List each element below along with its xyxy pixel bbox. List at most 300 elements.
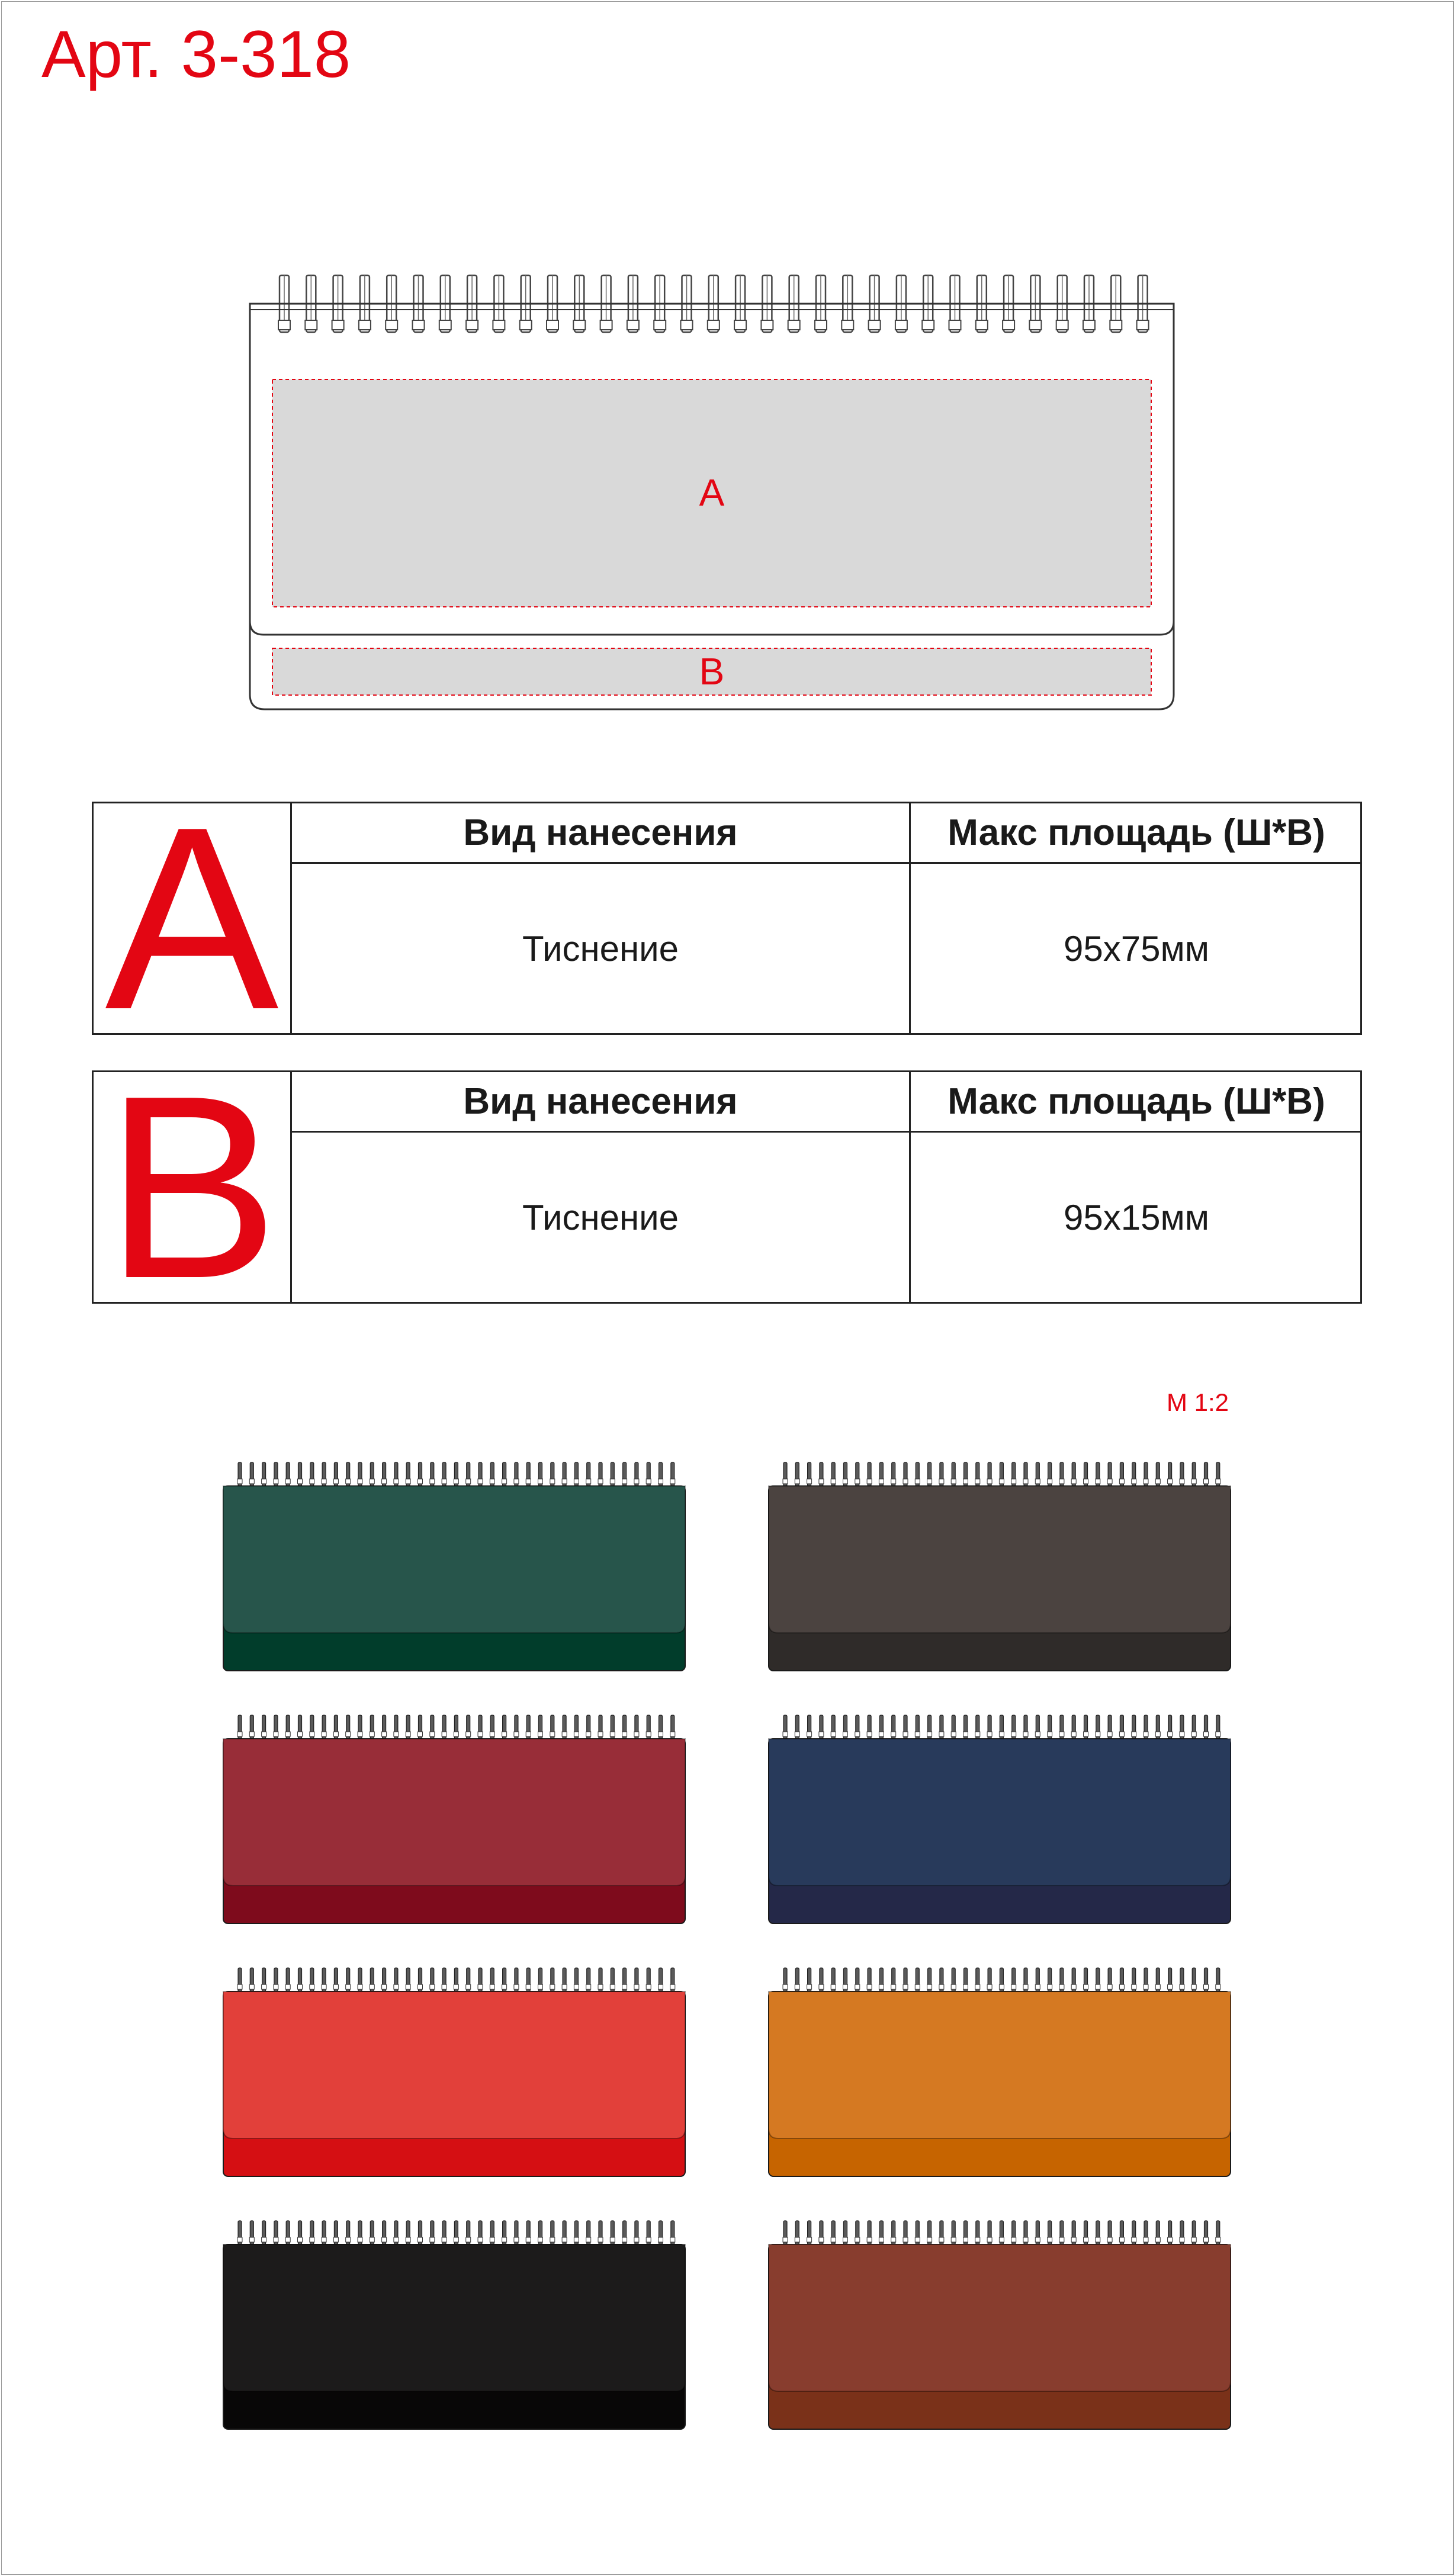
- coil-hole: [502, 2237, 507, 2242]
- coil-hole: [502, 1985, 507, 1989]
- coil-hole: [659, 1985, 663, 1989]
- coil-hole: [442, 1479, 447, 1484]
- coil-hole: [382, 1732, 387, 1736]
- coil-hole: [634, 1985, 639, 1989]
- swatch-navy: [769, 1715, 1231, 1924]
- coil-hole: [795, 2237, 799, 2242]
- coil-hole: [807, 1479, 812, 1484]
- coil-hole: [1180, 1479, 1184, 1484]
- coil-hole: [490, 1732, 494, 1736]
- area-header: Макс площадь (Ш*В): [911, 1072, 1362, 1133]
- coil-hole: [1023, 1732, 1028, 1736]
- spec-table-b: [92, 1042, 1362, 1333]
- coil-hole: [783, 1732, 788, 1736]
- coil-hole: [562, 1479, 567, 1484]
- coil-hole: [819, 2237, 824, 2242]
- coil-hole: [1096, 1985, 1100, 1989]
- coil-hole: [490, 1479, 494, 1484]
- coil-hole: [406, 2237, 410, 2242]
- coil-hole: [237, 1985, 242, 1989]
- coil-hole: [951, 1732, 956, 1736]
- coil-hole: [333, 1479, 338, 1484]
- coil-hole: [634, 1479, 639, 1484]
- coil-hole: [478, 2237, 483, 2242]
- coil-hole: [807, 2237, 812, 2242]
- coil-hole: [963, 1732, 968, 1736]
- coil-hole: [274, 1985, 278, 1989]
- coil-hole: [1119, 1732, 1124, 1736]
- coil-hole: [999, 2237, 1004, 2242]
- coil-hole: [430, 1732, 435, 1736]
- coil-hole: [550, 1732, 555, 1736]
- coil-hole: [574, 1732, 579, 1736]
- coil-hole: [1084, 1479, 1088, 1484]
- coil-hole: [1096, 1732, 1100, 1736]
- coil-hole: [249, 1479, 254, 1484]
- coil-hole: [795, 1985, 799, 1989]
- area-value: [911, 1133, 1362, 1302]
- coil-hole: [891, 1985, 896, 1989]
- coil-hole: [526, 1732, 531, 1736]
- coil-hole: [285, 1985, 290, 1989]
- coil-hole: [1180, 2237, 1184, 2242]
- coil-hole: [1107, 1732, 1112, 1736]
- coil-hole: [418, 2237, 423, 2242]
- coil-hole: [915, 1985, 920, 1989]
- coil-hole: [346, 2237, 351, 2242]
- coil-hole: [903, 1479, 908, 1484]
- coil-hole: [1168, 2237, 1173, 2242]
- coil-hole: [1096, 2237, 1100, 2242]
- coil-hole: [285, 1732, 290, 1736]
- coil-hole: [274, 2237, 278, 2242]
- coil-hole: [1144, 1985, 1148, 1989]
- area-value: [911, 864, 1362, 1033]
- coil-hole: [1023, 1479, 1028, 1484]
- coil-hole: [795, 1479, 799, 1484]
- coil-hole: [903, 1732, 908, 1736]
- coil-hole: [550, 1985, 555, 1989]
- coil-hole: [891, 1732, 896, 1736]
- coil-hole: [670, 2237, 675, 2242]
- coil-hole: [927, 1732, 932, 1736]
- coil-hole: [370, 1985, 374, 1989]
- coil-hole: [538, 2237, 543, 2242]
- coil-hole: [418, 1985, 423, 1989]
- coil-hole: [382, 2237, 387, 2242]
- coil-hole: [1107, 2237, 1112, 2242]
- coil-hole: [406, 1479, 410, 1484]
- area-header: Макс площадь (Ш*В): [911, 803, 1362, 864]
- coil-hole: [831, 1732, 836, 1736]
- coil-hole: [1180, 1985, 1184, 1989]
- coil-hole: [783, 1985, 788, 1989]
- coil-hole: [310, 1732, 314, 1736]
- coil-hole: [322, 1732, 326, 1736]
- coil-hole: [586, 2237, 591, 2242]
- coil-hole: [1204, 1479, 1209, 1484]
- coil-hole: [1023, 1985, 1028, 1989]
- coil-hole: [1011, 1985, 1016, 1989]
- coil-hole: [1216, 2237, 1220, 2242]
- coil-hole: [963, 1985, 968, 1989]
- coil-hole: [370, 2237, 374, 2242]
- coil-hole: [598, 2237, 603, 2242]
- coil-hole: [646, 2237, 651, 2242]
- coil-hole: [622, 1732, 627, 1736]
- area-text: 95x75мм: [1064, 928, 1209, 969]
- coil-hole: [1216, 1732, 1220, 1736]
- coil-hole: [526, 1479, 531, 1484]
- swatch-red: [223, 1968, 685, 2176]
- method-value: [292, 1133, 911, 1302]
- coil-hole: [1035, 1732, 1040, 1736]
- coil-hole: [249, 1732, 254, 1736]
- coil-hole: [879, 2237, 884, 2242]
- coil-hole: [987, 1985, 992, 1989]
- coil-hole: [975, 1479, 980, 1484]
- coil-hole: [843, 1732, 848, 1736]
- coil-hole: [1132, 1985, 1136, 1989]
- coil-hole: [807, 1732, 812, 1736]
- coil-hole: [490, 1985, 494, 1989]
- coil-hole: [1107, 1985, 1112, 1989]
- swatch-grey: [769, 1462, 1231, 1671]
- swatch-burgundy: [223, 1715, 685, 1924]
- coil-hole: [430, 1479, 435, 1484]
- swatch-black: [223, 2221, 685, 2429]
- coil-hole: [394, 1985, 399, 1989]
- coil-hole: [975, 2237, 980, 2242]
- coil-hole: [562, 1732, 567, 1736]
- coil-hole: [562, 1985, 567, 1989]
- coil-hole: [1144, 1479, 1148, 1484]
- coil-hole: [927, 1479, 932, 1484]
- coil-hole: [430, 1985, 435, 1989]
- coil-hole: [843, 1985, 848, 1989]
- coil-hole: [855, 1985, 860, 1989]
- coil-hole: [442, 2237, 447, 2242]
- coil-hole: [795, 1732, 799, 1736]
- zone-a-label: A: [699, 471, 725, 514]
- coil-hole: [1132, 1732, 1136, 1736]
- coil-hole: [819, 1732, 824, 1736]
- coil-hole: [1048, 1985, 1052, 1989]
- swatch-cover: [223, 2244, 685, 2391]
- coil-hole: [927, 2237, 932, 2242]
- coil-hole: [1191, 2237, 1196, 2242]
- coil-hole: [610, 1985, 615, 1989]
- coil-hole: [1071, 1732, 1076, 1736]
- coil-hole: [1059, 1732, 1064, 1736]
- coil-hole: [867, 2237, 872, 2242]
- coil-hole: [855, 2237, 860, 2242]
- coil-hole: [514, 1479, 519, 1484]
- coil-hole: [999, 1985, 1004, 1989]
- coil-hole: [646, 1732, 651, 1736]
- coil-hole: [659, 2237, 663, 2242]
- coil-hole: [586, 1985, 591, 1989]
- coil-hole: [867, 1479, 872, 1484]
- coil-hole: [346, 1732, 351, 1736]
- coil-hole: [1084, 1985, 1088, 1989]
- coil-hole: [1011, 1479, 1016, 1484]
- coil-hole: [454, 1479, 458, 1484]
- coil-hole: [963, 1479, 968, 1484]
- coil-hole: [927, 1985, 932, 1989]
- coil-hole: [1035, 1479, 1040, 1484]
- coil-hole: [1107, 1479, 1112, 1484]
- coil-hole: [598, 1985, 603, 1989]
- color-swatches: [0, 1445, 1455, 2451]
- coil-hole: [1035, 2237, 1040, 2242]
- coil-hole: [478, 1732, 483, 1736]
- coil-hole: [333, 1732, 338, 1736]
- coil-hole: [310, 2237, 314, 2242]
- coil-hole: [502, 1479, 507, 1484]
- coil-hole: [1132, 2237, 1136, 2242]
- swatch-cover: [769, 2244, 1231, 2391]
- coil-hole: [1084, 1732, 1088, 1736]
- coil-hole: [598, 1732, 603, 1736]
- coil-hole: [1191, 1985, 1196, 1989]
- swatch-cover: [223, 1992, 685, 2138]
- method-text: Тиснение: [522, 928, 679, 969]
- coil-hole: [466, 1479, 471, 1484]
- coil-hole: [915, 2237, 920, 2242]
- coil-hole: [855, 1732, 860, 1736]
- coil-hole: [634, 2237, 639, 2242]
- coil-hole: [274, 1732, 278, 1736]
- coil-hole: [939, 2237, 944, 2242]
- coil-hole: [598, 1479, 603, 1484]
- coil-hole: [298, 2237, 303, 2242]
- coil-hole: [915, 1732, 920, 1736]
- coil-hole: [659, 1479, 663, 1484]
- coil-hole: [586, 1732, 591, 1736]
- coil-hole: [394, 1732, 399, 1736]
- coil-hole: [1071, 1985, 1076, 1989]
- coil-hole: [514, 2237, 519, 2242]
- coil-hole: [454, 1732, 458, 1736]
- coil-hole: [1204, 1732, 1209, 1736]
- coil-hole: [879, 1985, 884, 1989]
- coil-hole: [1168, 1985, 1173, 1989]
- coil-hole: [634, 1732, 639, 1736]
- coil-hole: [406, 1985, 410, 1989]
- coil-hole: [237, 1732, 242, 1736]
- coil-hole: [562, 2237, 567, 2242]
- coil-hole: [1191, 1479, 1196, 1484]
- coil-hole: [550, 1479, 555, 1484]
- coil-hole: [574, 1985, 579, 1989]
- coil-hole: [1059, 1479, 1064, 1484]
- coil-hole: [1048, 2237, 1052, 2242]
- coil-hole: [1191, 1732, 1196, 1736]
- coil-hole: [1155, 1985, 1160, 1989]
- coil-hole: [987, 2237, 992, 2242]
- coil-hole: [783, 2237, 788, 2242]
- coil-hole: [879, 1479, 884, 1484]
- coil-hole: [915, 1479, 920, 1484]
- coil-hole: [939, 1985, 944, 1989]
- coil-hole: [1059, 1985, 1064, 1989]
- coil-hole: [831, 2237, 836, 2242]
- coil-hole: [502, 1732, 507, 1736]
- coil-hole: [610, 1732, 615, 1736]
- coil-hole: [999, 1732, 1004, 1736]
- coil-hole: [466, 1985, 471, 1989]
- coil-hole: [975, 1985, 980, 1989]
- zone-letter: B: [94, 1072, 292, 1302]
- coil-hole: [1168, 1479, 1173, 1484]
- coil-hole: [939, 1732, 944, 1736]
- coil-hole: [274, 1479, 278, 1484]
- coil-hole: [526, 2237, 531, 2242]
- coil-hole: [285, 1479, 290, 1484]
- coil-hole: [454, 2237, 458, 2242]
- coil-hole: [670, 1985, 675, 1989]
- coil-hole: [442, 1732, 447, 1736]
- zone-b-label: B: [699, 650, 725, 693]
- coil-hole: [819, 1479, 824, 1484]
- coil-hole: [442, 1985, 447, 1989]
- coil-hole: [622, 1479, 627, 1484]
- coil-hole: [298, 1479, 303, 1484]
- method-header: Вид нанесения: [292, 803, 911, 864]
- area-text: 95x15мм: [1064, 1197, 1209, 1237]
- coil-hole: [1035, 1985, 1040, 1989]
- coil-hole: [951, 1985, 956, 1989]
- coil-hole: [538, 1985, 543, 1989]
- coil-hole: [466, 1732, 471, 1736]
- coil-hole: [346, 1479, 351, 1484]
- coil-hole: [951, 2237, 956, 2242]
- coil-hole: [490, 2237, 494, 2242]
- coil-hole: [237, 1479, 242, 1484]
- coil-hole: [454, 1985, 458, 1989]
- method-value: [292, 864, 911, 1033]
- coil-hole: [370, 1479, 374, 1484]
- coil-hole: [466, 2237, 471, 2242]
- coil-hole: [622, 2237, 627, 2242]
- coil-hole: [879, 1732, 884, 1736]
- coil-hole: [1119, 1479, 1124, 1484]
- coil-hole: [610, 2237, 615, 2242]
- coil-hole: [670, 1732, 675, 1736]
- coil-hole: [514, 1732, 519, 1736]
- coil-hole: [1216, 1985, 1220, 1989]
- swatch-brown: [769, 2221, 1231, 2429]
- coil-hole: [939, 1479, 944, 1484]
- coil-hole: [310, 1479, 314, 1484]
- coil-hole: [807, 1985, 812, 1989]
- coil-hole: [670, 1479, 675, 1484]
- coil-hole: [370, 1732, 374, 1736]
- coil-hole: [394, 2237, 399, 2242]
- coil-hole: [310, 1985, 314, 1989]
- coil-hole: [514, 1985, 519, 1989]
- coil-hole: [987, 1732, 992, 1736]
- coil-hole: [1144, 2237, 1148, 2242]
- article-title: Арт. 3-318: [41, 17, 351, 91]
- coil-hole: [478, 1479, 483, 1484]
- coil-hole: [358, 1732, 362, 1736]
- coil-hole: [1119, 1985, 1124, 1989]
- coil-hole: [538, 1732, 543, 1736]
- coil-hole: [975, 1732, 980, 1736]
- coil-hole: [951, 1479, 956, 1484]
- coil-hole: [831, 1985, 836, 1989]
- coil-hole: [891, 2237, 896, 2242]
- coil-hole: [1204, 2237, 1209, 2242]
- coil-hole: [622, 1985, 627, 1989]
- coil-hole: [1144, 1732, 1148, 1736]
- coil-hole: [646, 1479, 651, 1484]
- coil-hole: [382, 1479, 387, 1484]
- coil-hole: [285, 2237, 290, 2242]
- coil-hole: [1071, 2237, 1076, 2242]
- coil-hole: [855, 1479, 860, 1484]
- coil-hole: [333, 2237, 338, 2242]
- coil-hole: [610, 1479, 615, 1484]
- coil-hole: [262, 1732, 266, 1736]
- coil-hole: [262, 1985, 266, 1989]
- coil-hole: [358, 1479, 362, 1484]
- coil-hole: [867, 1732, 872, 1736]
- coil-hole: [358, 1985, 362, 1989]
- coil-hole: [430, 2237, 435, 2242]
- coil-hole: [891, 1479, 896, 1484]
- coil-hole: [322, 1479, 326, 1484]
- coil-hole: [382, 1985, 387, 1989]
- swatch-cover: [769, 1992, 1231, 2138]
- scale-label: M 1:2: [1167, 1388, 1229, 1416]
- swatch-cover: [769, 1739, 1231, 1886]
- coil-hole: [538, 1479, 543, 1484]
- coil-hole: [298, 1732, 303, 1736]
- coil-hole: [831, 1479, 836, 1484]
- coil-hole: [646, 1985, 651, 1989]
- coil-hole: [987, 1479, 992, 1484]
- swatch-orange: [769, 1968, 1231, 2176]
- coil-hole: [1048, 1479, 1052, 1484]
- coil-hole: [1132, 1479, 1136, 1484]
- method-header: Вид нанесения: [292, 1072, 911, 1133]
- coil-hole: [1155, 2237, 1160, 2242]
- coil-hole: [346, 1985, 351, 1989]
- coil-hole: [298, 1985, 303, 1989]
- coil-hole: [659, 1732, 663, 1736]
- coil-hole: [1204, 1985, 1209, 1989]
- coil-hole: [574, 1479, 579, 1484]
- coil-hole: [1168, 1732, 1173, 1736]
- coil-hole: [322, 2237, 326, 2242]
- coil-hole: [418, 1732, 423, 1736]
- coil-hole: [262, 1479, 266, 1484]
- coil-hole: [586, 1479, 591, 1484]
- coil-hole: [903, 2237, 908, 2242]
- method-text: Тиснение: [522, 1197, 679, 1237]
- coil-hole: [574, 2237, 579, 2242]
- coil-hole: [478, 1985, 483, 1989]
- coil-hole: [1216, 1479, 1220, 1484]
- coil-hole: [1084, 2237, 1088, 2242]
- coil-hole: [262, 2237, 266, 2242]
- coil-hole: [963, 2237, 968, 2242]
- coil-hole: [249, 2237, 254, 2242]
- coil-hole: [406, 1732, 410, 1736]
